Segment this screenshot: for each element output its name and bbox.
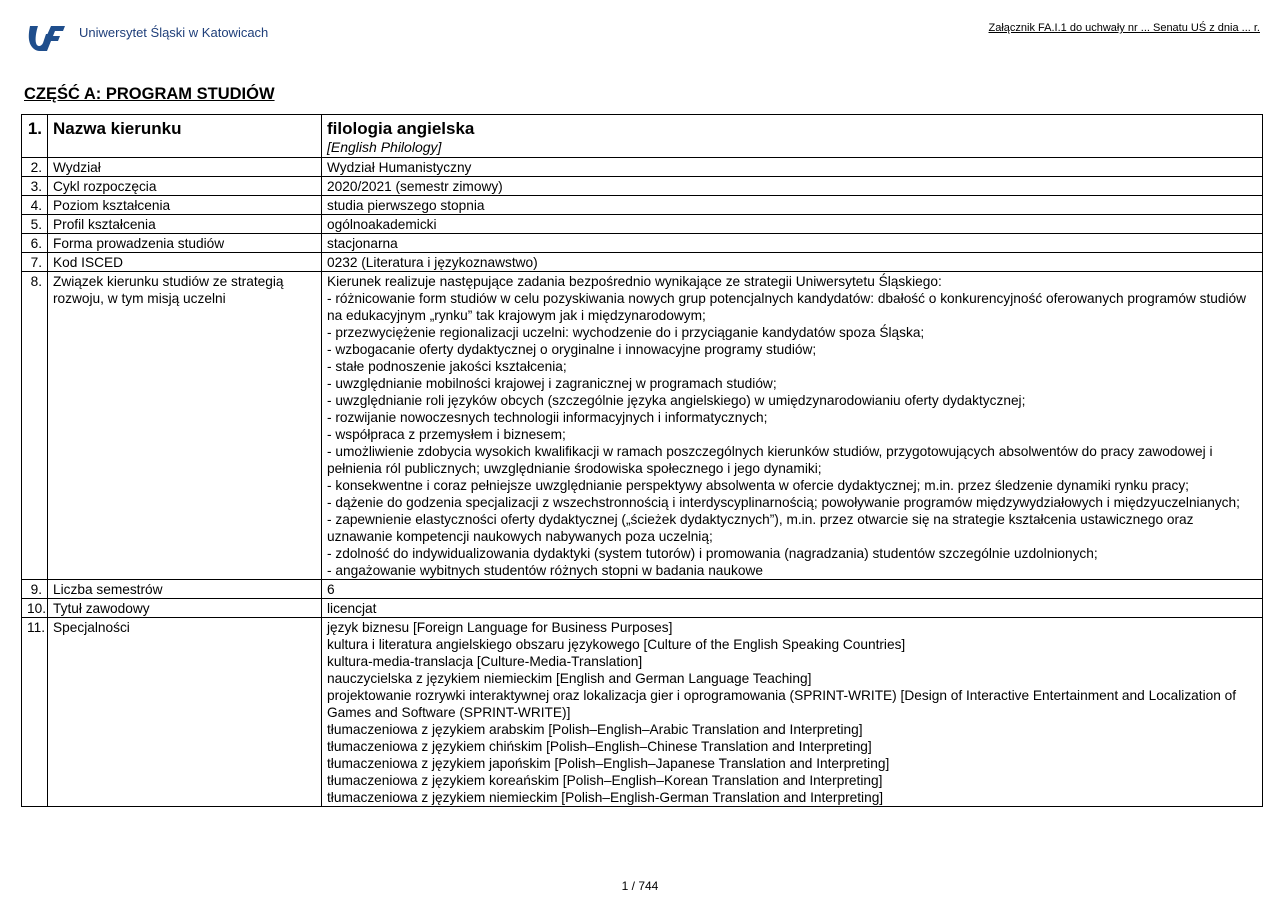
row-label: Kod ISCED xyxy=(48,253,322,272)
attachment-note: Załącznik FA.I.1 do uchwały nr ... Senatu UŚ z dnia ... r. xyxy=(988,22,1260,34)
table-row xyxy=(22,599,1263,618)
row-label: Związek kierunku studiów ze strategią rozwoju, w tym misją uczelni xyxy=(48,272,322,580)
table-row xyxy=(22,158,1263,177)
strategy-line: - zapewnienie elastyczności oferty dydaktycznej („ścieżek dydaktycznych”), m.in. przez otwarcie się na strategie kształcenia ustawicznego oraz uznawanie kompetencji naukowych nabywanych poza uczelnią; xyxy=(327,512,1194,544)
row-number: 11. xyxy=(22,618,48,807)
specialization-item: tłumaczeniowa z językiem japońskim [Polish–English–Japanese Translation and Interpreting] xyxy=(327,756,890,771)
table-row xyxy=(22,618,1263,807)
specializations-list xyxy=(322,618,1263,807)
strategy-line: - dążenie do godzenia specjalizacji z wszechstronnością i interdyscyplinarnością; powoływanie programów międzywydziałowych i międzyuczelnianych; xyxy=(327,495,1240,510)
row-value: 6 xyxy=(322,580,1263,599)
page-number: 1 / 744 xyxy=(621,879,659,893)
table-row xyxy=(22,253,1263,272)
strategy-line: - rozwijanie nowoczesnych technologii informacyjnych i informatycznych; xyxy=(327,410,768,425)
university-name: Uniwersytet Śląski w Katowicach xyxy=(79,25,269,40)
table-row xyxy=(22,272,1263,580)
strategy-line: - zdolność do indywidualizowania dydaktyki (system tutorów) i promowania (nagradzania) studentów szczególnie uzdolnionych; xyxy=(327,546,1098,561)
row-value: licencjat xyxy=(322,599,1263,618)
table-row xyxy=(22,115,1263,158)
strategy-line: - współpraca z przemysłem i biznesem; xyxy=(327,427,566,442)
programme-name: filologia angielska xyxy=(327,119,475,138)
row-label: Wydział xyxy=(48,158,322,177)
specialization-item: tłumaczeniowa z językiem chińskim [Polish–English–Chinese Translation and Interpreting] xyxy=(327,739,872,754)
table-row xyxy=(22,580,1263,599)
row-label: Nazwa kierunku xyxy=(48,115,322,158)
row-number: 7. xyxy=(22,253,48,272)
page-header xyxy=(24,18,1264,52)
specialization-item: nauczycielska z językiem niemieckim [English and German Language Teaching] xyxy=(327,671,812,686)
row-label: Forma prowadzenia studiów xyxy=(48,234,322,253)
specialization-item: tłumaczeniowa z językiem niemieckim [Polish–English-German Translation and Interpreting] xyxy=(327,790,884,805)
strategy-text xyxy=(322,272,1263,580)
specialization-item: tłumaczeniowa z językiem koreańskim [Polish–English–Korean Translation and Interpreting] xyxy=(327,773,883,788)
row-number: 6. xyxy=(22,234,48,253)
row-value: ogólnoakademicki xyxy=(322,215,1263,234)
row-number: 9. xyxy=(22,580,48,599)
row-number: 10. xyxy=(22,599,48,618)
row-number: 2. xyxy=(22,158,48,177)
table-row xyxy=(22,234,1263,253)
row-value: stacjonarna xyxy=(322,234,1263,253)
row-value: 2020/2021 (semestr zimowy) xyxy=(322,177,1263,196)
row-number: 8. xyxy=(22,272,48,580)
row-label: Specjalności xyxy=(48,618,322,807)
program-table xyxy=(21,114,1263,807)
university-logo-icon xyxy=(24,22,66,54)
table-row xyxy=(22,196,1263,215)
strategy-line: - angażowanie wybitnych studentów różnych stopni w badania naukowe xyxy=(327,563,763,578)
strategy-line: - konsekwentne i coraz pełniejsze uwzględnianie perspektywy absolwenta w ofercie dydaktycznej; m.in. przez śledzenie dynamiki rynku pracy; xyxy=(327,478,1189,493)
table-row xyxy=(22,215,1263,234)
row-value: Wydział Humanistyczny xyxy=(322,158,1263,177)
specialization-item: kultura-media-translacja [Culture-Media-Translation] xyxy=(327,654,643,669)
row-number: 1. xyxy=(22,115,48,158)
row-label: Tytuł zawodowy xyxy=(48,599,322,618)
table-row xyxy=(22,177,1263,196)
row-label: Liczba semestrów xyxy=(48,580,322,599)
specialization-item: tłumaczeniowa z językiem arabskim [Polish–English–Arabic Translation and Interpreting] xyxy=(327,722,863,737)
row-value xyxy=(322,115,1263,158)
strategy-line: - stałe podnoszenie jakości kształcenia; xyxy=(327,359,567,374)
strategy-line: - różnicowanie form studiów w celu pozyskiwania nowych grup potencjalnych kandydatów: dbałość o konkurencyjność oferowanych programów studiów na edukacyjnym „rynku” tak krajowym jak i międzynarodowym; xyxy=(327,291,1247,323)
row-number: 5. xyxy=(22,215,48,234)
section-title: CZĘŚĆ A: PROGRAM STUDIÓW xyxy=(24,85,275,103)
strategy-line: - wzbogacanie oferty dydaktycznej o oryginalne i innowacyjne programy studiów; xyxy=(327,342,817,357)
strategy-line: Kierunek realizuje następujące zadania bezpośrednio wynikające ze strategii Uniwersytetu Śląskiego: xyxy=(327,274,942,289)
specialization-item: projektowanie rozrywki interaktywnej oraz lokalizacja gier i oprogramowania (SPRINT-WRITE) [Design of Interactive Entertainment and Localization of Games and Software (SPRINT-WRITE)] xyxy=(327,688,1237,720)
row-label: Poziom kształcenia xyxy=(48,196,322,215)
row-value: 0232 (Literatura i językoznawstwo) xyxy=(322,253,1263,272)
row-number: 3. xyxy=(22,177,48,196)
specialization-item: kultura i literatura angielskiego obszaru językowego [Culture of the English Speaking Countries] xyxy=(327,637,906,652)
strategy-line: - uwzględnianie roli języków obcych (szczególnie języka angielskiego) w umiędzynarodowianiu oferty dydaktycznej; xyxy=(327,393,1026,408)
row-label: Cykl rozpoczęcia xyxy=(48,177,322,196)
programme-name-english: [English Philology] xyxy=(327,139,442,155)
strategy-line: - przezwyciężenie regionalizacji uczelni: wychodzenie do i przyciąganie kandydatów spoza Śląska; xyxy=(327,325,925,340)
row-label: Profil kształcenia xyxy=(48,215,322,234)
row-value: studia pierwszego stopnia xyxy=(322,196,1263,215)
row-number: 4. xyxy=(22,196,48,215)
strategy-line: - umożliwienie zdobycia wysokich kwalifikacji w ramach poszczególnych kierunków studiów, przygotowujących absolwentów do pracy zawodowej i pełnienia ról publicznych; uwzględnianie środowiska społecznego i jego dynamiki; xyxy=(327,444,1213,476)
strategy-line: - uwzględnianie mobilności krajowej i zagranicznej w programach studiów; xyxy=(327,376,777,391)
specialization-item: język biznesu [Foreign Language for Business Purposes] xyxy=(327,620,673,635)
